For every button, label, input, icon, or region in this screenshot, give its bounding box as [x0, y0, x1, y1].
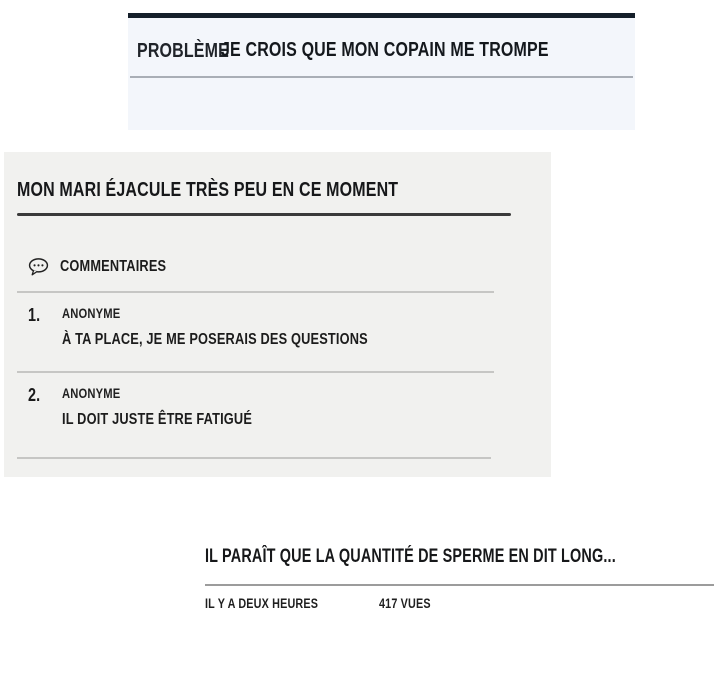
problem-thread-title[interactable]	[221, 39, 631, 62]
problem-card-divider	[130, 76, 633, 78]
problem-label-text: PROBLÈME	[137, 40, 229, 62]
comments-header-label: COMMENTAIRES	[60, 258, 167, 275]
comment-text: À TA PLACE, JE ME POSERAIS DES QUESTIONS	[62, 331, 368, 348]
comments-divider	[17, 291, 494, 293]
comments-divider	[17, 457, 491, 459]
problem-thread-card[interactable]	[128, 13, 635, 130]
question-title-underline	[17, 213, 511, 216]
comment-text: IL DOIT JUSTE ÊTRE FATIGUÉ	[62, 411, 253, 428]
footer-divider	[205, 584, 714, 586]
speech-bubble-icon	[28, 258, 49, 276]
comment-body	[62, 385, 502, 429]
footer-view-count: 417 VUES	[379, 596, 431, 611]
comment-item-1	[28, 305, 502, 349]
comment-author: ANONYME	[62, 385, 121, 401]
comment-number: 1.	[28, 305, 41, 325]
comment-body	[62, 305, 502, 349]
footer-caption	[205, 546, 720, 568]
question-title-text: MON MARI ÉJACULE TRÈS PEU EN CE MOMENT	[17, 179, 399, 201]
comment-author: ANONYME	[62, 305, 121, 321]
problem-thread-title-text: JE CROIS QUE MON COPAIN ME TROMPE	[221, 39, 549, 61]
question-card	[4, 152, 551, 477]
comment-item-2	[28, 385, 502, 429]
comment-number: 2.	[28, 385, 41, 405]
footer-timestamp: IL Y A DEUX HEURES	[205, 596, 319, 611]
comments-divider	[17, 371, 494, 373]
card-top-bar	[128, 13, 635, 18]
comments-header	[28, 258, 193, 276]
footer-caption-text: IL PARAÎT QUE LA QUANTITÉ DE SPERME EN DIT LONG...	[205, 546, 616, 567]
question-title	[17, 179, 494, 202]
